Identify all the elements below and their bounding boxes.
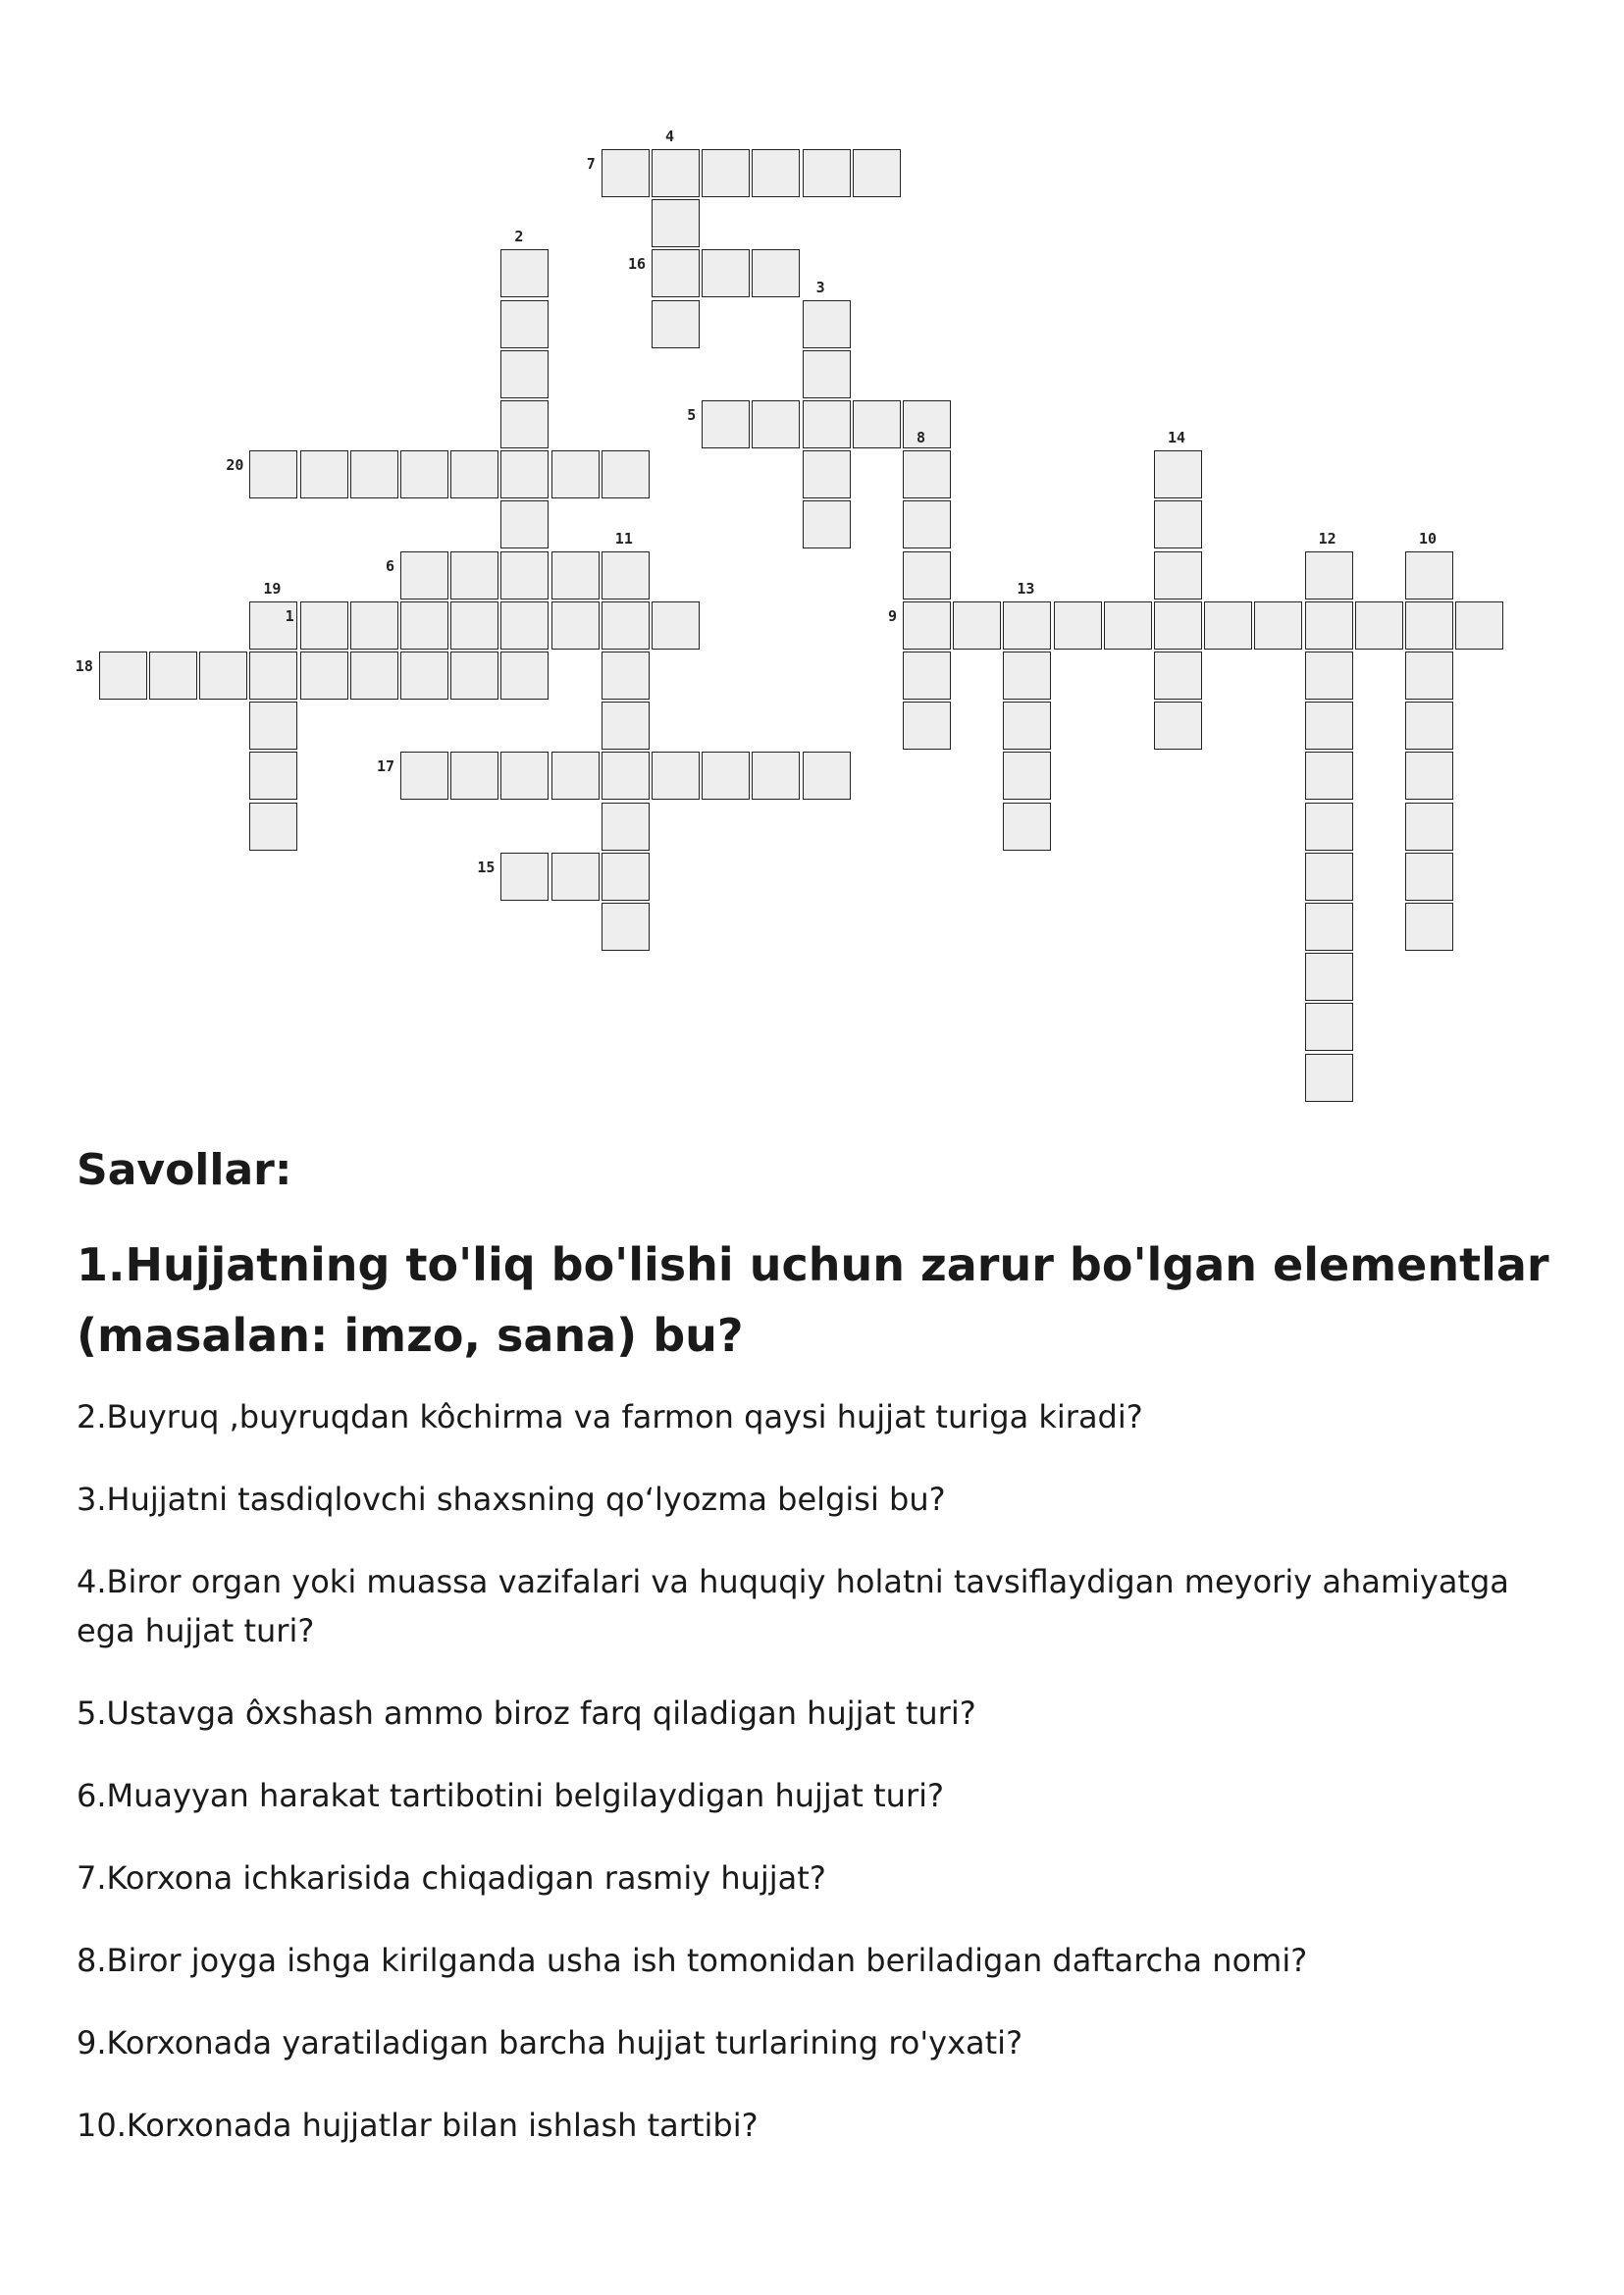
- crossword-cell[interactable]: [752, 400, 800, 448]
- clue-number: 12: [1318, 529, 1336, 548]
- crossword-cell[interactable]: [1154, 652, 1202, 700]
- crossword-cell[interactable]: [450, 450, 498, 498]
- crossword-cell[interactable]: [1104, 601, 1152, 650]
- crossword-cell[interactable]: [1305, 752, 1353, 800]
- crossword-cell[interactable]: [903, 652, 951, 700]
- crossword-cell[interactable]: [551, 450, 600, 498]
- crossword-cell[interactable]: [1305, 1003, 1353, 1051]
- crossword-cell[interactable]: [99, 652, 147, 700]
- crossword-cell[interactable]: [1154, 702, 1202, 750]
- clue-number: 18: [75, 657, 93, 675]
- clue-number: 7: [586, 155, 596, 173]
- crossword-cell[interactable]: [551, 551, 600, 600]
- crossword-cell[interactable]: [602, 450, 650, 498]
- crossword-cell[interactable]: [803, 350, 851, 398]
- crossword-cell[interactable]: [500, 249, 549, 297]
- crossword-cell[interactable]: [803, 400, 851, 448]
- crossword-cell[interactable]: [400, 601, 448, 650]
- crossword-cell[interactable]: [450, 601, 498, 650]
- crossword-cell[interactable]: [652, 300, 700, 348]
- crossword-cell[interactable]: [1003, 601, 1051, 650]
- clue-number: 16: [628, 255, 647, 274]
- crossword-cell[interactable]: [500, 300, 549, 348]
- crossword-cell[interactable]: [350, 601, 398, 650]
- clue-number: 11: [614, 529, 633, 548]
- crossword-cell[interactable]: [702, 752, 750, 800]
- crossword-cell[interactable]: [1405, 752, 1453, 800]
- question-3: 3.Hujjatni tasdiqlovchi shaxsning qoʻlyozma belgisi bu?: [77, 1481, 946, 1518]
- crossword-cell[interactable]: [803, 500, 851, 548]
- crossword-cell[interactable]: [400, 551, 448, 600]
- crossword-cell[interactable]: [500, 652, 549, 700]
- crossword-cell[interactable]: [300, 450, 348, 498]
- question-4: 4.Biror organ yoki muassa vazifalari va huquqiy holatni tavsiflaydigan meyoriy ahamiyatga ega hujjat turi?: [77, 1563, 1509, 1649]
- crossword-cell[interactable]: [500, 500, 549, 548]
- crossword-cell[interactable]: [903, 450, 951, 498]
- crossword-cell[interactable]: [300, 601, 348, 650]
- crossword-cell[interactable]: [803, 752, 851, 800]
- clue-number: 1: [285, 606, 294, 625]
- crossword-cell[interactable]: [1054, 601, 1102, 650]
- clue-number: 20: [226, 456, 244, 475]
- crossword-cell[interactable]: [1305, 652, 1353, 700]
- crossword-cell[interactable]: [702, 249, 750, 297]
- crossword-cell[interactable]: [1305, 551, 1353, 600]
- crossword-cell[interactable]: [803, 300, 851, 348]
- crossword-cell[interactable]: [249, 450, 297, 498]
- crossword-cell[interactable]: [500, 853, 549, 901]
- crossword-cell[interactable]: [350, 450, 398, 498]
- crossword-cell[interactable]: [652, 249, 700, 297]
- questions-heading: Savollar:: [77, 1145, 292, 1195]
- clue-number: 9: [888, 606, 898, 625]
- crossword-cell[interactable]: [551, 853, 600, 901]
- crossword-cell[interactable]: [652, 149, 700, 197]
- crossword-cell[interactable]: [1254, 601, 1302, 650]
- clue-number: 14: [1168, 429, 1186, 447]
- crossword-cell[interactable]: [803, 450, 851, 498]
- crossword-cell[interactable]: [853, 149, 901, 197]
- crossword-cell[interactable]: [1405, 551, 1453, 600]
- clue-number: 15: [477, 858, 496, 876]
- crossword-cell[interactable]: [1305, 953, 1353, 1001]
- crossword-cell[interactable]: [903, 551, 951, 600]
- crossword-cell[interactable]: [903, 500, 951, 548]
- crossword-cell[interactable]: [1405, 652, 1453, 700]
- crossword-cell[interactable]: [602, 601, 650, 650]
- crossword-cell[interactable]: [602, 903, 650, 951]
- crossword-cell[interactable]: [602, 652, 650, 700]
- crossword-cell[interactable]: [602, 853, 650, 901]
- crossword-cell[interactable]: [803, 149, 851, 197]
- crossword-cell[interactable]: [853, 400, 901, 448]
- clue-number: 19: [263, 579, 282, 598]
- crossword-cell[interactable]: [602, 803, 650, 851]
- crossword-cell[interactable]: [1305, 853, 1353, 901]
- clue-number: 17: [377, 757, 395, 776]
- crossword-cell[interactable]: [953, 601, 1001, 650]
- crossword-cell[interactable]: [1003, 702, 1051, 750]
- question-6: 6.Muayyan harakat tartibotini belgilaydigan hujjat turi?: [77, 1777, 944, 1814]
- crossword-cell[interactable]: [249, 752, 297, 800]
- crossword-cell[interactable]: [149, 652, 197, 700]
- crossword-cell[interactable]: [1003, 752, 1051, 800]
- crossword-cell[interactable]: [1305, 903, 1353, 951]
- question-2: 2.Buyruq ,buyruqdan kôchirma va farmon qaysi hujjat turiga kiradi?: [77, 1398, 1143, 1435]
- clue-number: 6: [386, 556, 395, 575]
- question-1: 1.Hujjatning to'liq bo'lishi uchun zarur bo'lgan elementlar (masalan: imzo, sana) bu?: [77, 1238, 1549, 1362]
- clue-number: 3: [815, 278, 825, 296]
- crossword-cell[interactable]: [1405, 903, 1453, 951]
- crossword-cell[interactable]: [903, 702, 951, 750]
- clue-number: 4: [665, 128, 675, 145]
- clue-number: 10: [1419, 529, 1438, 548]
- crossword-cell[interactable]: [249, 702, 297, 750]
- crossword-cell[interactable]: [1405, 702, 1453, 750]
- question-5: 5.Ustavga ôxshash ammo biroz farq qiladigan hujjat turi?: [77, 1695, 976, 1732]
- crossword-grid: [0, 0, 1624, 1119]
- crossword-cell[interactable]: [450, 652, 498, 700]
- crossword-cell[interactable]: [1405, 853, 1453, 901]
- crossword-cell[interactable]: [1204, 601, 1252, 650]
- crossword-cell[interactable]: [752, 249, 800, 297]
- crossword-cell[interactable]: [1405, 601, 1453, 650]
- crossword-cell[interactable]: [752, 752, 800, 800]
- crossword-cell[interactable]: [702, 149, 750, 197]
- crossword-cell[interactable]: [249, 652, 297, 700]
- crossword-cell[interactable]: [1154, 450, 1202, 498]
- crossword-cell[interactable]: [652, 199, 700, 247]
- crossword-cell[interactable]: [602, 149, 650, 197]
- clue-number: 5: [687, 406, 697, 424]
- question-9: 9.Korxonada yaratiladigan barcha hujjat turlarining ro'yxati?: [77, 2024, 1023, 2061]
- crossword-cell[interactable]: [652, 752, 700, 800]
- crossword-cell[interactable]: [500, 551, 549, 600]
- crossword-cell[interactable]: [300, 652, 348, 700]
- crossword-cell[interactable]: [1154, 551, 1202, 600]
- crossword-cell[interactable]: [551, 752, 600, 800]
- crossword-cell[interactable]: [400, 752, 448, 800]
- crossword-cell[interactable]: [602, 702, 650, 750]
- crossword-cell[interactable]: [1003, 652, 1051, 700]
- crossword-cell[interactable]: [199, 652, 247, 700]
- crossword-cell[interactable]: [551, 601, 600, 650]
- crossword-cell[interactable]: [450, 752, 498, 800]
- question-10: 10.Korxonada hujjatlar bilan ishlash tartibi?: [77, 2107, 759, 2144]
- crossword-cell[interactable]: [1003, 803, 1051, 851]
- crossword-cell[interactable]: [903, 601, 951, 650]
- crossword-cell[interactable]: [400, 450, 448, 498]
- crossword-cell[interactable]: [1305, 803, 1353, 851]
- questions-section: [77, 1143, 1568, 2183]
- crossword-cell[interactable]: [1305, 601, 1353, 650]
- crossword-cell[interactable]: [500, 752, 549, 800]
- clue-number: 2: [514, 228, 524, 246]
- crossword-cell[interactable]: [350, 652, 398, 700]
- crossword-cell[interactable]: [652, 601, 700, 650]
- crossword-cell[interactable]: [500, 400, 549, 448]
- crossword-cell[interactable]: [400, 652, 448, 700]
- crossword-cell[interactable]: [249, 803, 297, 851]
- crossword-cell[interactable]: [1305, 702, 1353, 750]
- crossword-cell[interactable]: [1154, 500, 1202, 548]
- crossword-cell[interactable]: [1154, 601, 1202, 650]
- crossword-cell[interactable]: [500, 450, 549, 498]
- crossword-cell[interactable]: [1455, 601, 1503, 650]
- crossword-cell[interactable]: [702, 400, 750, 448]
- crossword-cell[interactable]: [500, 350, 549, 398]
- crossword-cell[interactable]: [450, 551, 498, 600]
- crossword-cell[interactable]: [500, 601, 549, 650]
- question-7: 7.Korxona ichkarisida chiqadigan rasmiy hujjat?: [77, 1859, 826, 1897]
- crossword-cell[interactable]: [1355, 601, 1403, 650]
- crossword-cell[interactable]: [903, 400, 951, 448]
- crossword-cell[interactable]: [752, 149, 800, 197]
- crossword-cell[interactable]: [602, 551, 650, 600]
- question-8: 8.Biror joyga ishga kirilganda usha ish tomonidan beriladigan daftarcha nomi?: [77, 1942, 1308, 1979]
- clue-number: 13: [1017, 579, 1035, 598]
- clue-number: 8: [917, 429, 926, 447]
- crossword-cell[interactable]: [1405, 803, 1453, 851]
- crossword-cell[interactable]: [602, 752, 650, 800]
- crossword-cell[interactable]: [1305, 1054, 1353, 1102]
